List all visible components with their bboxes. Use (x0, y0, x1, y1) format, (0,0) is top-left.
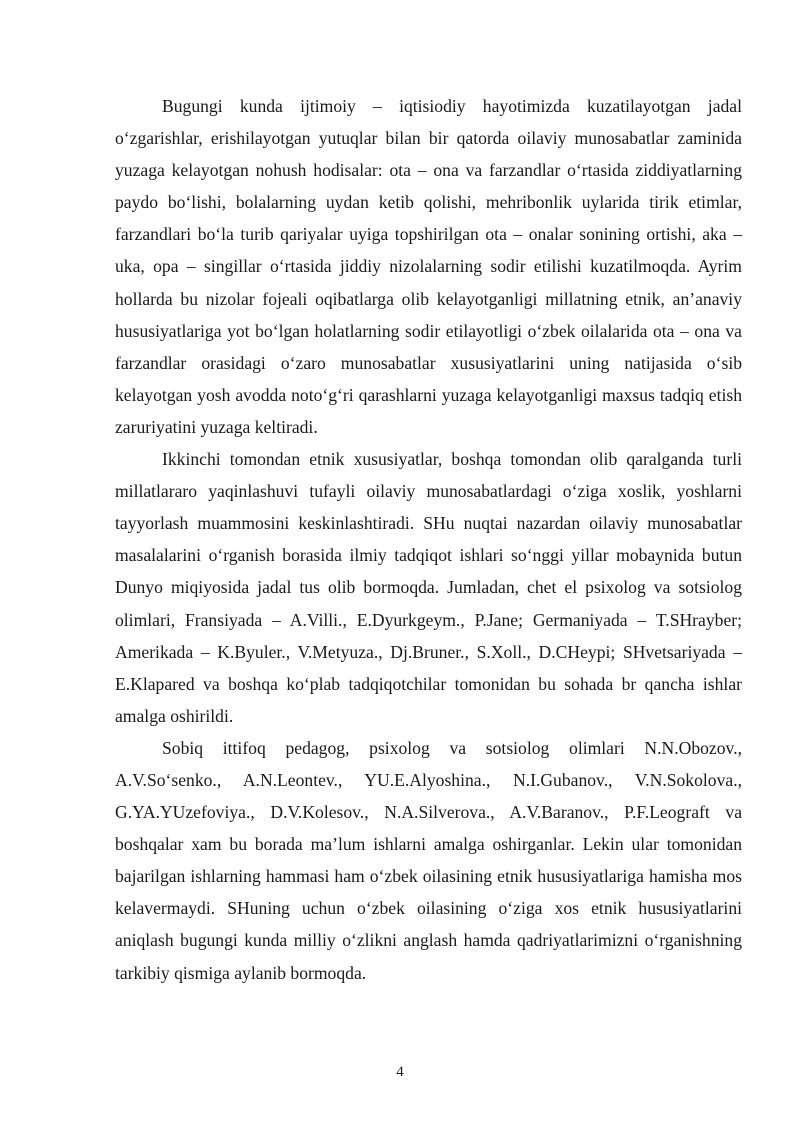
paragraph-3: Sobiq ittifoq pedagog, psixolog va sotsiolog olimlari N.N.Obozov., A.V.So‘senko., A.N.Leontev., YU.E.Alyoshina., N.I.Gubanov., V.N.Sokolova., G.YA.YUzefoviya., D.V.Kolesov., N.A.Silverova., A.V.Baranov., P.F.Leograft va boshqalar xam bu borada ma’lum ishlarni amalga oshirganlar. Lekin ular tomonidan bajarilgan ishlarning hammasi ham o‘zbek oilasining etnik hususiyatlariga hamisha mos kelavermaydi. SHuning uchun o‘zbek oilasining o‘ziga xos etnik hususiyatlarini aniqlash bugungi kunda milliy o‘zlikni anglash hamda qadriyatlarimizni o‘rganishning tarkibiy qismiga aylanib bormoqda. (115, 737, 742, 983)
page-number: 4 (396, 1064, 404, 1080)
paragraph-1: Bugungi kunda ijtimoiy – iqtisiodiy hayotimizda kuzatilayotgan jadal o‘zgarishlar, erishilayotgan yutuqlar bilan bir qatorda oilaviy munosabatlar zaminida yuzaga kelayotgan nohush hodisalar: ota – ona va farzandlar o‘rtasida ziddiyatlarning paydo bo‘lishi, bolalarning uydan ketib qolishi, mehribonlik uylarida tirik etimlar, farzandlari bo‘la turib qariyalar uyiga topshirilgan ota – onalar sonining ortishi, aka – uka, opa – singillar o‘rtasida jiddiy nizolalarning sodir etilishi kuzatilmoqda. Ayrim hollarda bu nizolar fojeali oqibatlarga olib kelayotganligi millatning etnik, an’anaviy hususiyatlariga yot bo‘lgan holatlarning sodir etilayotligi o‘zbek oilalarida ota – ona va farzandlar orasidagi o‘zaro munosabatlar xususiyatlarini uning natijasida o‘sib kelayotgan yosh avodda noto‘g‘ri qarashlarni yuzaga kelayotganligi maxsus tadqiq etish zaruriyatini yuzaga keltiradi. (115, 96, 742, 437)
page-body (115, 90, 742, 989)
paragraph-2: Ikkinchi tomondan etnik xususiyatlar, boshqa tomondan olib qaralganda turli millatlararo yaqinlashuvi tufayli oilaviy munosabatlardagi o‘ziga xoslik, yoshlarni tayyorlash muammosini keskinlashtiradi. SHu nuqtai nazardan oilaviy munosabatlar masalalarini o‘rganish borasida ilmiy tadqiqot ishlari so‘nggi yillar mobaynida butun Dunyo miqiyosida jadal tus olib bormoqda. Jumladan, chet el psixolog va sotsiolog olimlari, Fransiyada – A.Villi., E.Dyurkgeym., P.Jane; Germaniyada – T.SHrayber; Amerikada – K.Byuler., V.Metyuza., Dj.Bruner., S.Xoll., D.CHeypi; SHvetsariyada –E.Klapared va boshqa ko‘plab tadqiqotchilar tomonidan bu sohada br qancha ishlar amalga oshirildi. (115, 449, 742, 726)
